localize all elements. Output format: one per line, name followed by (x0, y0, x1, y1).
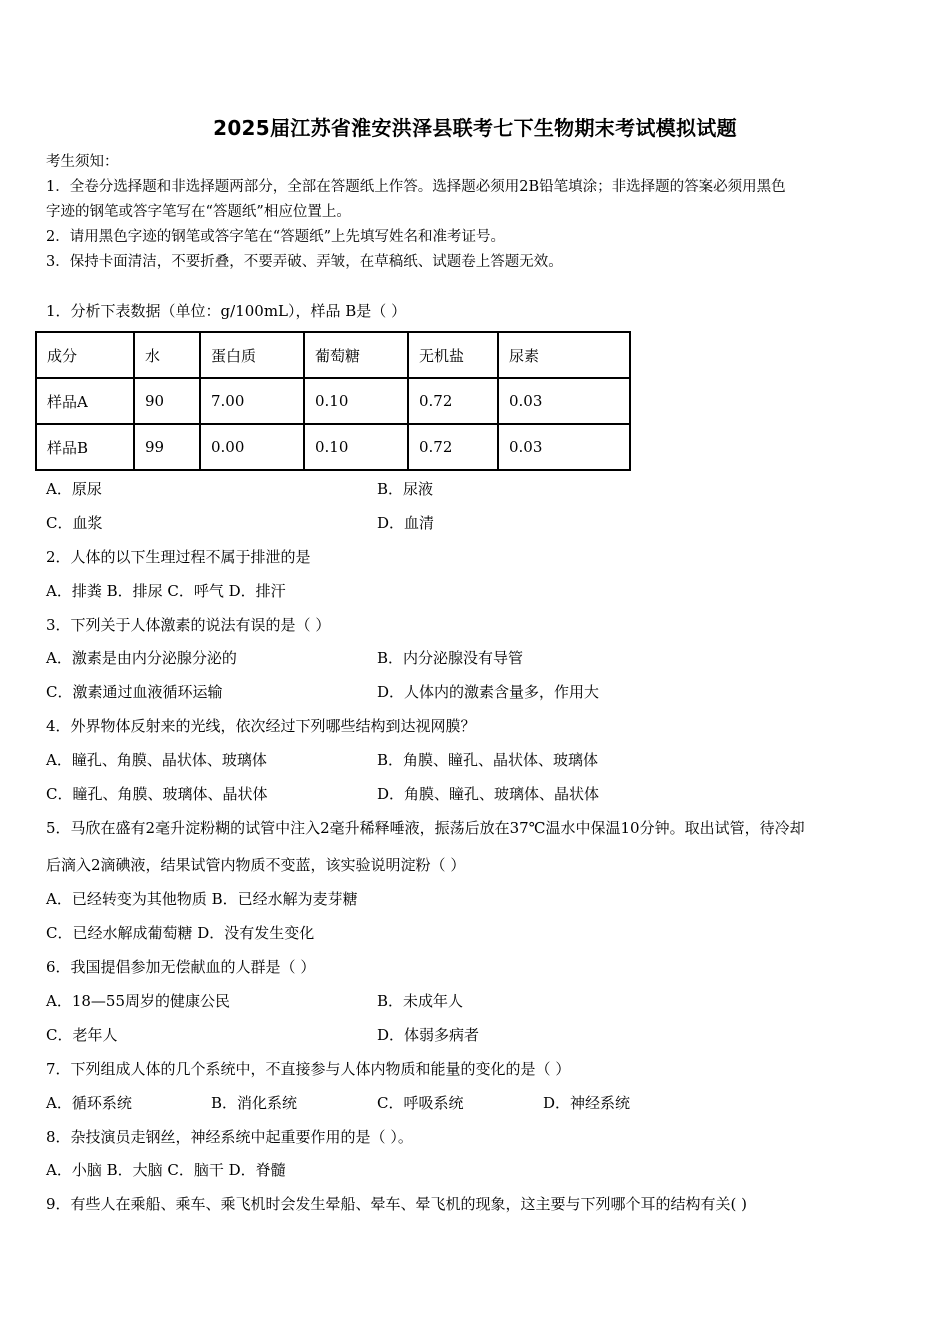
table-cell: 0.03 (498, 424, 630, 470)
table-cell: 样品B (36, 424, 134, 470)
table-cell: 99 (134, 424, 200, 470)
table-header-cell: 尿素 (498, 332, 630, 378)
q6-option-d: D．体弱多病者 (377, 1026, 480, 1044)
table-cell: 0.03 (498, 378, 630, 424)
q3-stem: 3．下列关于人体激素的说法有误的是（ ） (46, 616, 331, 634)
q5-options-line-1: A．已经转变为其他物质 B．已经水解为麦芽糖 (46, 890, 358, 908)
q1-data-table (35, 331, 631, 471)
q1-option-c: C．血浆 (46, 514, 103, 532)
table-header-cell: 水 (134, 332, 200, 378)
q7-option-c: C．呼吸系统 (377, 1094, 464, 1112)
q5-options-line-2: C．已经水解成葡萄糖 D．没有发生变化 (46, 924, 315, 942)
q6-option-b: B．未成年人 (377, 992, 464, 1010)
table-header-cell: 葡萄糖 (304, 332, 408, 378)
notice-line-1b: 字迹的钢笔或答字笔写在“答题纸”相应位置上。 (46, 204, 351, 220)
q1-option-b: B．尿液 (377, 480, 434, 498)
table-cell: 样品A (36, 378, 134, 424)
notice-line-2: 2．请用黑色字迹的钢笔或答字笔在“答题纸”上先填写姓名和准考证号。 (46, 229, 506, 245)
table-cell: 7.00 (200, 378, 304, 424)
table-cell: 0.00 (200, 424, 304, 470)
q1-option-a: A．原尿 (46, 480, 102, 498)
q8-stem: 8．杂技演员走钢丝，神经系统中起重要作用的是（ ）。 (46, 1128, 413, 1146)
q3-option-c: C．激素通过血液循环运输 (46, 683, 223, 701)
q7-option-b: B．消化系统 (211, 1094, 298, 1112)
q2-stem: 2．人体的以下生理过程不属于排泄的是 (46, 548, 311, 566)
q2-options: A．排粪 B．排尿 C．呼气 D．排汗 (46, 582, 286, 600)
table-cell: 0.72 (408, 424, 498, 470)
table-cell: 0.10 (304, 424, 408, 470)
q6-stem: 6．我国提倡参加无偿献血的人群是（ ） (46, 958, 316, 976)
q1-option-d: D．血清 (377, 514, 435, 532)
q3-option-d: D．人体内的激素含量多，作用大 (377, 683, 600, 701)
q7-stem: 7．下列组成人体的几个系统中，不直接参与人体内物质和能量的变化的是（ ） (46, 1060, 571, 1078)
table-cell: 0.72 (408, 378, 498, 424)
q5-stem-line-1: 5．马欣在盛有2毫升淀粉糊的试管中注入2毫升稀释唾液，振荡后放在37℃温水中保温10分钟。取出试管，待冷却 (46, 819, 805, 837)
q7-option-a: A．循环系统 (46, 1094, 132, 1112)
q4-option-a: A．瞳孔、角膜、晶状体、玻璃体 (46, 751, 267, 769)
table-header-cell: 蛋白质 (200, 332, 304, 378)
q3-option-a: A．激素是由内分泌腺分泌的 (46, 649, 237, 667)
table-row (36, 424, 630, 470)
q9-stem: 9．有些人在乘船、乘车、乘飞机时会发生晕船、晕车、晕飞机的现象，这主要与下列哪个耳的结构有关( ) (46, 1195, 748, 1213)
q3-option-b: B．内分泌腺没有导管 (377, 649, 524, 667)
notice-line-3: 3．保持卡面清洁，不要折叠，不要弄破、弄皱，在草稿纸、试题卷上答题无效。 (46, 254, 563, 270)
table-header-row (36, 332, 630, 378)
q8-options: A．小脑 B．大脑 C．脑干 D．脊髓 (46, 1161, 286, 1179)
q6-option-a: A．18—55周岁的健康公民 (46, 992, 231, 1010)
q7-option-d: D．神经系统 (543, 1094, 631, 1112)
table-cell: 0.10 (304, 378, 408, 424)
notice-header: 考生须知： (46, 154, 119, 170)
notice-line-1a: 1．全卷分选择题和非选择题两部分，全部在答题纸上作答。选择题必须用2B铅笔填涂；非选择题的答案必须用黑色 (46, 179, 786, 195)
q4-stem: 4．外界物体反射来的光线，依次经过下列哪些结构到达视网膜？ (46, 717, 476, 735)
table-row (36, 378, 630, 424)
q6-option-c: C．老年人 (46, 1026, 118, 1044)
table-cell: 90 (134, 378, 200, 424)
q4-option-c: C．瞳孔、角膜、玻璃体、晶状体 (46, 785, 268, 803)
table-header-cell: 成分 (36, 332, 134, 378)
q1-stem: 1．分析下表数据（单位：g/100mL），样品 B是（ ） (46, 302, 407, 320)
q5-stem-line-2: 后滴入2滴碘液，结果试管内物质不变蓝，该实验说明淀粉（ ） (46, 856, 466, 874)
q4-option-d: D．角膜、瞳孔、玻璃体、晶状体 (377, 785, 600, 803)
page-title: 2025届江苏省淮安洪泽县联考七下生物期末考试模拟试题 (213, 116, 737, 140)
q4-option-b: B．角膜、瞳孔、晶状体、玻璃体 (377, 751, 599, 769)
table-header-cell: 无机盐 (408, 332, 498, 378)
